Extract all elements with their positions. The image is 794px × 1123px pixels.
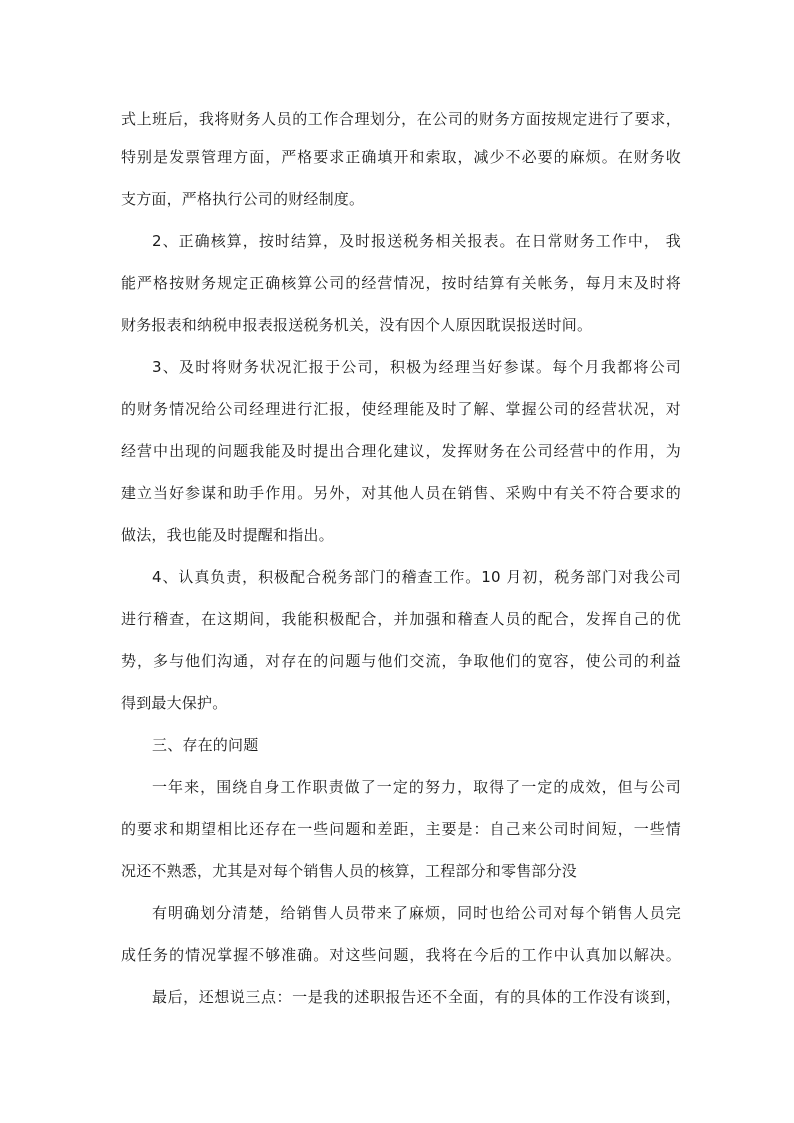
text-line: 最后，还想说三点：一是我的述职报告还不全面，有的具体的工作没有谈到， <box>152 988 681 1006</box>
text-line: 有明确划分清楚，给销售人员带来了麻烦，同时也给公司对每个销售人员完 <box>152 904 681 922</box>
text-line: 经营中出现的问题我能及时提出合理化建议，发挥财务在公司经营中的作用，为 <box>121 442 681 460</box>
text-line: 得到最大保护。 <box>121 694 228 712</box>
text-line: 做法，我也能及时提醒和指出。 <box>121 526 334 544</box>
text-line: 的要求和期望相比还存在一些问题和差距，主要是：自己来公司时间短，一些情 <box>121 820 681 838</box>
text-line: 进行稽查，在这期间，我能积极配合，并加强和稽查人员的配合，发挥自己的优 <box>121 610 681 628</box>
text-line: 3、及时将财务状况汇报于公司，积极为经理当好参谋。每个月我都将公司 <box>152 358 681 376</box>
text-line: 建立当好参谋和助手作用。另外，对其他人员在销售、采购中有关不符合要求的 <box>121 484 681 502</box>
text-line: 4、认真负责，积极配合税务部门的稽查工作。10 月初，税务部门对我公司 <box>152 568 681 586</box>
text-line: 的财务情况给公司经理进行汇报，使经理能及时了解、掌握公司的经营状况，对 <box>121 400 681 418</box>
text-line: 式上班后，我将财务人员的工作合理划分，在公司的财务方面按规定进行了要求， <box>121 110 681 128</box>
text-line: 2、正确核算，按时结算，及时报送税务相关报表。在日常财务工作中， 我 <box>152 232 681 250</box>
text-line: 势，多与他们沟通，对存在的问题与他们交流，争取他们的宽容，使公司的利益 <box>121 652 681 670</box>
text-line: 成任务的情况掌握不够准确。对这些问题，我将在今后的工作中认真加以解决。 <box>121 946 681 964</box>
text-line: 财务报表和纳税申报表报送税务机关，没有因个人原因耽误报送时间。 <box>121 316 593 334</box>
section-heading: 三、存在的问题 <box>152 736 259 754</box>
text-line: 况还不熟悉，尤其是对每个销售人员的核算，工程部分和零售部分没 <box>121 862 578 880</box>
text-line: 一年来，围绕自身工作职责做了一定的努力，取得了一定的成效，但与公司 <box>152 778 681 796</box>
text-line: 特别是发票管理方面，严格要求正确填开和索取，减少不必要的麻烦。在财务收 <box>121 148 681 166</box>
text-line: 支方面，严格执行公司的财经制度。 <box>121 190 365 208</box>
text-line: 能严格按财务规定正确核算公司的经营情况，按时结算有关帐务，每月末及时将 <box>121 274 681 292</box>
